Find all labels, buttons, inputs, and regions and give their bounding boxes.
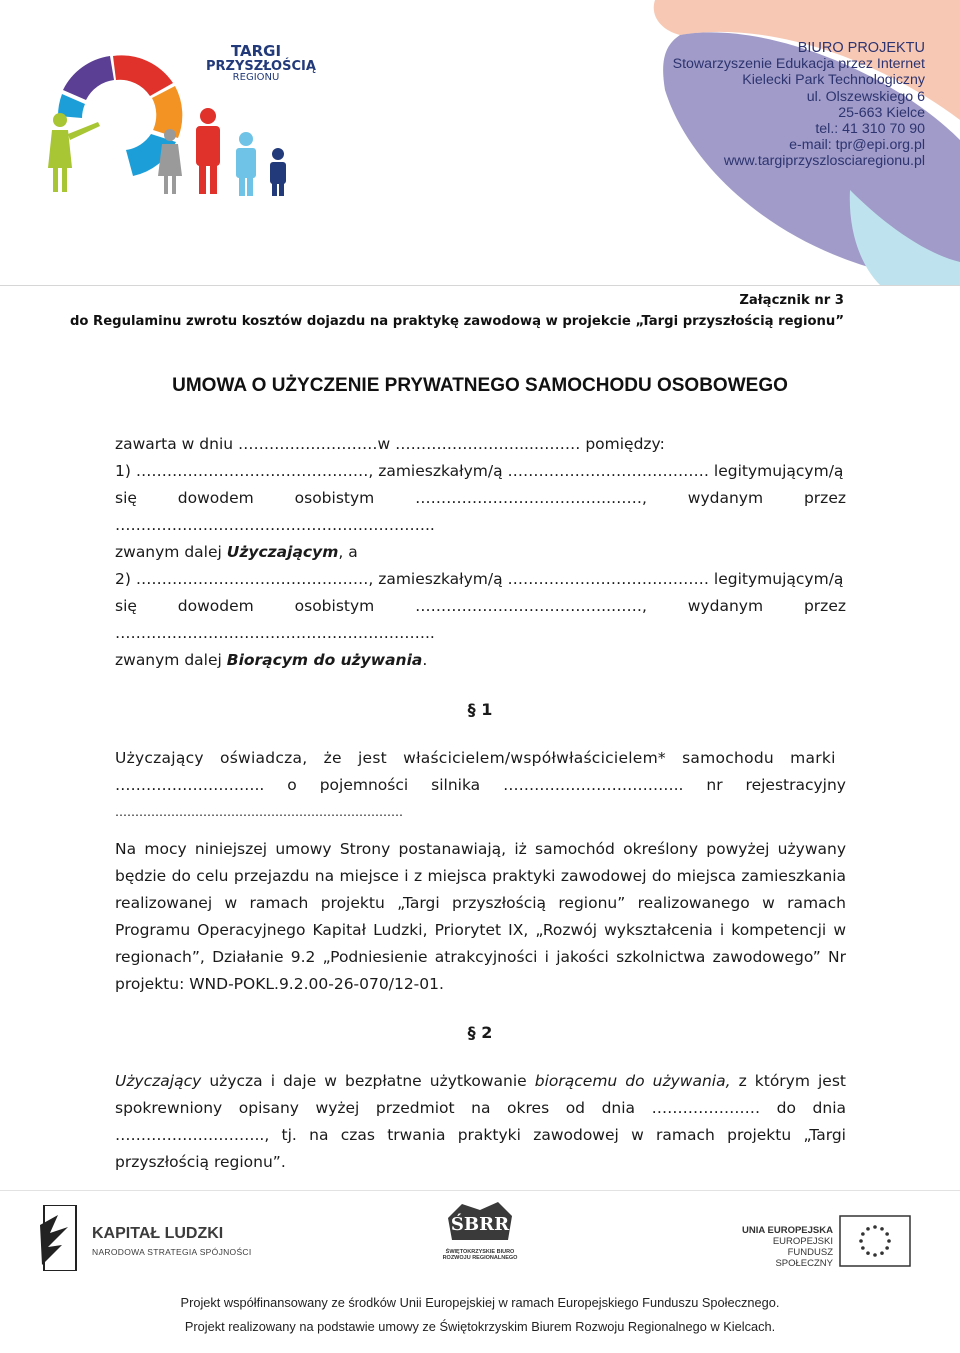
role-lender: Użyczającym: [226, 543, 339, 561]
party1-line: 1) ………………………………………, zamieszkałym/ą ………………………………… legitymującym/ą: [115, 462, 844, 480]
section1-block: [115, 745, 846, 998]
text: z którym jest spokrewniony opisany wyżej przedmiot na okres od dnia ………………… do dnia ……………………….., tj. na czas trwania praktyki zawodowej w ramach projektu „Targi przyszłością regionu”.: [115, 1072, 846, 1171]
office-tel: tel.: 41 310 70 90: [815, 121, 925, 138]
role-suffix: , a: [338, 543, 358, 561]
role-borrower: biorącemu do używania,: [534, 1072, 731, 1090]
eu-star-icon: [885, 1232, 889, 1236]
office-title: BIURO PROJEKTU: [797, 40, 925, 56]
document-title: UMOWA O UŻYCZENIE PRYWATNEGO SAMOCHODU OSOBOWEGO: [172, 375, 788, 396]
section2-paragraph: [115, 1068, 846, 1176]
logo-line1: TARGI: [230, 42, 282, 60]
targi-logo: [38, 38, 316, 198]
logo-line2: PRZYSZŁOŚCIĄ: [206, 58, 316, 74]
eu-star-icon: [873, 1225, 877, 1229]
section1-heading: § 1: [467, 700, 493, 719]
eu-star-icon: [880, 1251, 884, 1255]
word: się: [115, 489, 137, 507]
office-city: 25-663 Kielce: [838, 104, 925, 121]
eu-star-icon: [866, 1227, 870, 1231]
eu-star-icon: [880, 1227, 884, 1231]
blank-field: ………………………..: [115, 776, 265, 794]
role-prefix: zwanym dalej: [115, 543, 227, 561]
annex-note: [70, 290, 844, 332]
role-borrower: Biorącym do używania: [226, 651, 423, 669]
eu-flag-icon: [839, 1215, 911, 1267]
section1-line2: [115, 772, 846, 799]
word: pojemności: [319, 776, 409, 794]
word: się: [115, 597, 137, 615]
blank-field: ………………………………..……,: [415, 489, 647, 507]
section1-line1: [115, 745, 846, 772]
footer-line1: Projekt współfinansowany ze środków Unii Europejskiej w ramach Europejskiego Funduszu Społecznego.: [180, 1295, 780, 1310]
footer-line2: Projekt realizowany na podstawie umowy ze Świętokrzyskim Biurem Rozwoju Regionalnego w Kielcach.: [184, 1319, 776, 1334]
party1-issuer-blank: ……………………………………………………..: [115, 516, 435, 534]
eu-star-icon: [866, 1251, 870, 1255]
eu-star-icon: [859, 1239, 863, 1243]
office-www: www.targiprzyszlosciaregionu.pl: [723, 153, 925, 170]
word: o: [287, 776, 297, 794]
word: nr: [706, 776, 723, 794]
word: silnika: [431, 776, 481, 794]
word: osobistym: [294, 489, 375, 507]
office-street: ul. Olszewskiego 6: [806, 88, 925, 105]
role-suffix: .: [422, 651, 428, 669]
annex-line1: Załącznik nr 3: [739, 293, 844, 308]
role-prefix: zwanym dalej: [115, 651, 227, 669]
footer-divider: [0, 1190, 960, 1191]
word: przez: [803, 597, 846, 615]
registration-blank: ………………………………………………………………: [115, 805, 403, 819]
sbrr-sub1: ŚWIĘTOKRZYSKIE BIURO: [445, 1249, 515, 1255]
sbrr-logo: [440, 1200, 520, 1270]
project-office: [673, 40, 925, 170]
party2-line: 2) ………………………………………, zamieszkałym/ą ………………………………… legitymującym/ą: [115, 570, 844, 588]
sbrr-sub2: ROZWOJU REGIONALNEGO: [442, 1255, 518, 1261]
office-park: Kielecki Park Technologiczny: [742, 72, 925, 89]
word: dowodem: [177, 489, 254, 507]
eu-star-icon: [861, 1246, 865, 1250]
section2-heading: § 2: [467, 1023, 493, 1042]
party2-id-line: [115, 593, 846, 620]
people-icons: [188, 106, 338, 216]
eu-star-icon: [885, 1246, 889, 1250]
kl-emblem-icon: [38, 1205, 78, 1271]
eu-sub1: EUROPEJSKI: [772, 1236, 833, 1247]
eu-logo: [735, 1213, 915, 1273]
date-line: zawarta w dniu ………………………w ……………………...……… pomiędzy:: [115, 435, 665, 453]
eu-title: UNIA EUROPEJSKA: [742, 1225, 833, 1236]
kl-subtitle: NARODOWA STRATEGIA SPÓJNOŚCI: [92, 1247, 252, 1257]
eu-star-icon: [861, 1232, 865, 1236]
eu-sub2: FUNDUSZ SPOŁECZNY: [775, 1247, 833, 1269]
role-lender: Użyczający: [115, 1072, 202, 1090]
party2-role-line: [115, 647, 846, 674]
word: dowodem: [177, 597, 254, 615]
blank-field: ………………………………..……,: [415, 597, 647, 615]
annex-line2: do Regulaminu zwrotu kosztów dojazdu na praktykę zawodową w projekcie „Targi przyszłością regionu”: [69, 314, 844, 329]
word: wydanym: [687, 597, 764, 615]
word: wydanym: [687, 489, 764, 507]
blank-field: ……………………………..: [503, 776, 684, 794]
eu-star-icon: [887, 1239, 891, 1243]
office-email: e-mail: tpr@epi.org.pl: [789, 137, 925, 154]
word: rejestracyjny: [745, 776, 846, 794]
eu-star-icon: [873, 1253, 877, 1257]
section1-text: Użyczający oświadcza, że jest właścicielem/współwłaścicielem* samochodu marki: [115, 749, 836, 767]
party1-role-line: [115, 539, 846, 566]
office-org: Stowarzyszenie Edukacja przez Internet: [672, 56, 925, 73]
logo-line3: REGIONU: [232, 72, 280, 84]
kapital-ludzki-logo: [38, 1205, 258, 1275]
kl-title: KAPITAŁ LUDZKI: [92, 1225, 224, 1242]
logo-wheel-icon: [38, 38, 208, 198]
party2-issuer-blank: ……………………………………………………..: [115, 624, 435, 642]
sbrr-title: ŚBRR: [450, 1214, 510, 1235]
header-divider: [0, 285, 960, 286]
word: przez: [803, 489, 846, 507]
word: osobistym: [294, 597, 375, 615]
text: użycza i daje w bezpłatne użytkowanie: [201, 1072, 535, 1090]
parties-block: [115, 431, 846, 674]
section1-paragraph: Na mocy niniejszej umowy Strony postanawiają, iż samochód określony powyżej używany będzie do celu przejazdu na miejsce i z miejsca praktyki zawodowej do miejsca zamieszkania realizowanej w ramach projektu „Targi przyszłością regionu” realizowanego w ramach Programu Operacyjnego Kapitał Ludzki, Priorytet IX, „Rozwój wykształcenia i kompetencji w regionach”, Działanie 9.2 „Podniesienie atrakcyjności i jakości szkolnictwa zawodowego” Nr projektu: WND-POKL.9.2.00-26-070/12-01.: [115, 840, 846, 993]
party1-id-line: [115, 485, 846, 512]
